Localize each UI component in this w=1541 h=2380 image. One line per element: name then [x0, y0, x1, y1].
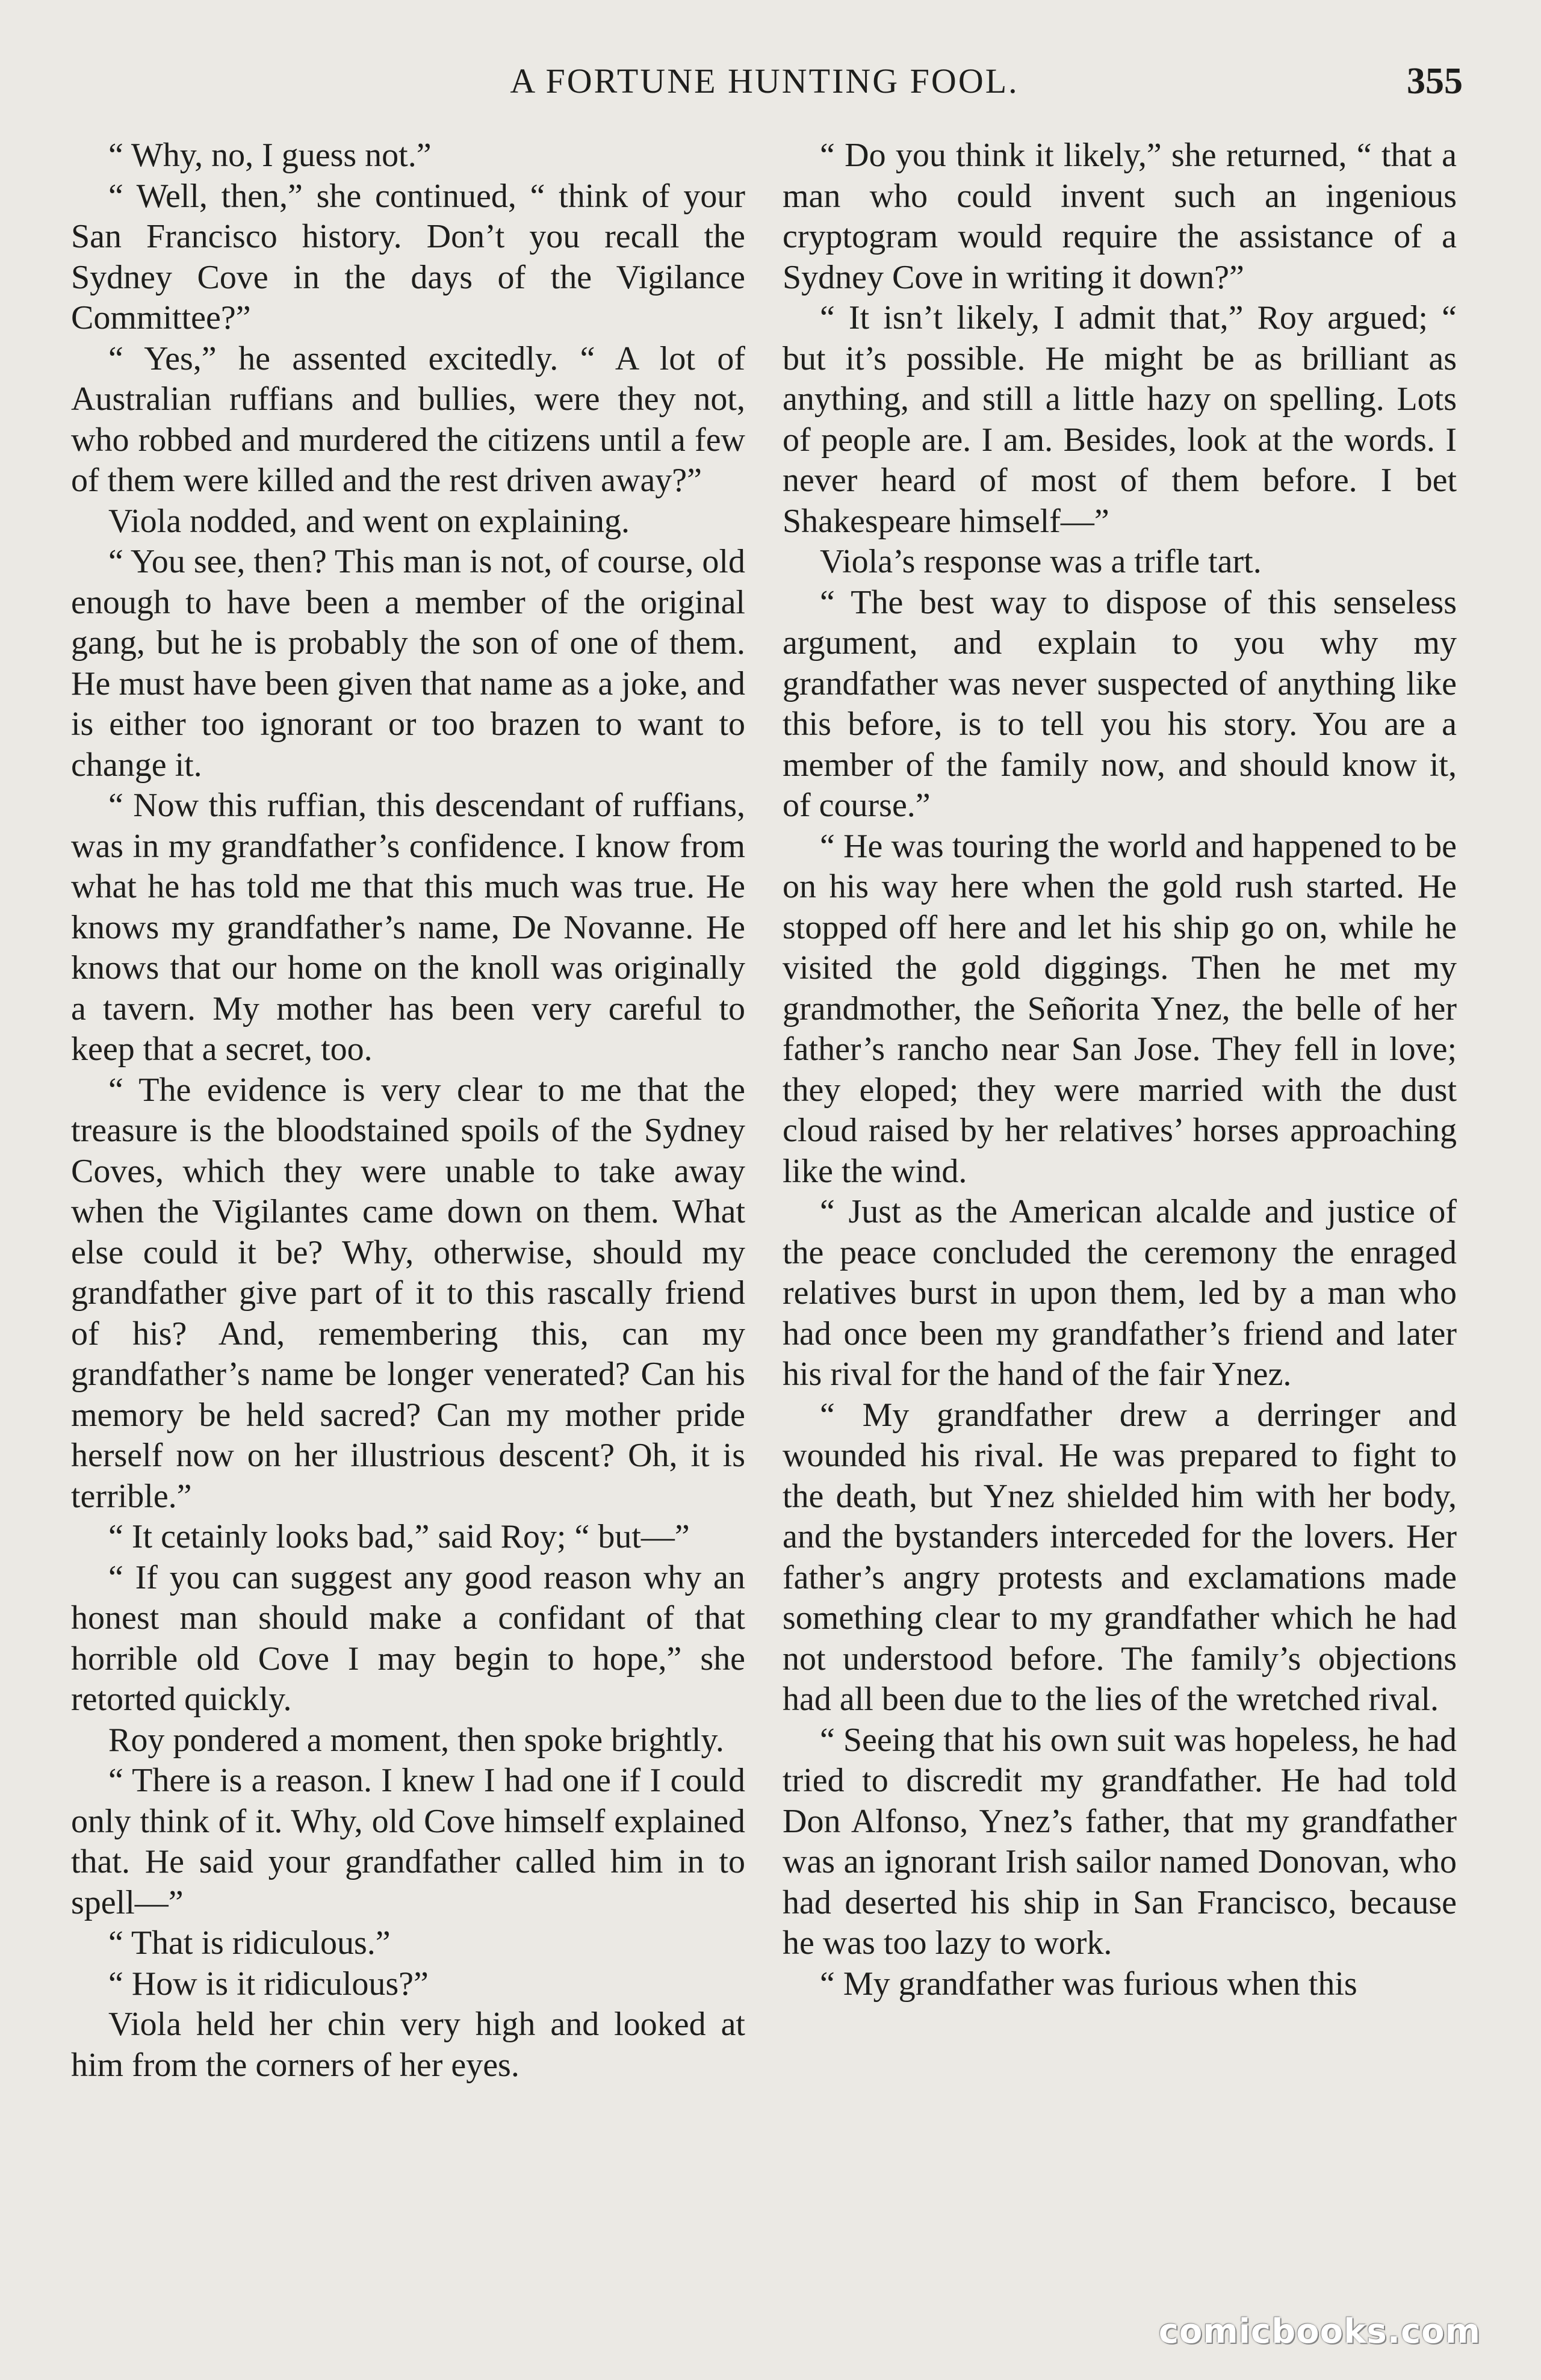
paragraph: “ Yes,” he assented excitedly. “ A lot of Australian ruffians and bullies, were they not, who robbed and murdered the citizens until a few of them were killed and the rest driven away?”	[71, 339, 745, 499]
page-number: 355	[1407, 61, 1463, 102]
paragraph: “ Why, no, I guess not.”	[108, 137, 432, 174]
paragraph: “ My grandfather drew a derringer and wounded his rival. He was prepared to fight to the death, but Ynez shielded him with her body, and the bystanders interceded for the lovers. Her father’s angry protests and exclamations made something clear to my grandfather which he had not understood before. The family’s objections had all been due to the lies of the wretched rival.	[783, 1396, 1457, 1718]
page-header	[66, 57, 1463, 105]
paragraph: “ He was touring the world and happened to be on his way here when the gold rush started. He stopped off here and let his ship go on, while he visited the gold diggings. Then he met my grandmother, the Señorita Ynez, the belle of her father’s rancho near San Jose. They fell in love; they eloped; they were married with the dust cloud raised by her relatives’ horses approaching like the wind.	[783, 827, 1457, 1190]
paragraph: “ That is ridiculous.”	[108, 1924, 391, 1962]
left-column	[71, 135, 745, 2086]
right-column	[783, 135, 1457, 2004]
paragraph: Roy pondered a moment, then spoke brightly.	[108, 1721, 724, 1759]
paragraph: “ You see, then? This man is not, of course, old enough to have been a member of the original gang, but he is probably the son of one of them. He must have been given that name as a joke, and is either too ignorant or too brazen to want to change it.	[71, 543, 745, 784]
paragraph: Viola’s response was a trifle tart.	[820, 543, 1262, 580]
paragraph: “ If you can suggest any good reason why an honest man should make a confidant of that horrible old Cove I may begin to hope,” she retorted quickly.	[71, 1558, 745, 1718]
paragraph: “ Now this ruffian, this descendant of ruffians, was in my grandfather’s confidence. I know from what he has told me that this much was true. He knows my grandfather’s name, De Novanne. He knows that our home on the knoll was originally a tavern. My mother has been very careful to keep that a secret, too.	[71, 787, 745, 1068]
paragraph: “ Just as the American alcalde and justice of the peace concluded the ceremony the enraged relatives burst in upon them, led by a man who had once been my grandfather’s friend and later his rival for the hand of the fair Ynez.	[783, 1193, 1457, 1393]
paragraph: “ It isn’t likely, I admit that,” Roy argued; “ but it’s possible. He might be as brilliant as anything, and still a little hazy on spelling. Lots of people are. I am. Besides, look at the words. I never heard of most of them before. I bet Shakespeare himself—”	[783, 299, 1457, 540]
watermark: comicbooks.com	[1158, 2312, 1481, 2351]
paragraph: “ Seeing that his own suit was hopeless, he had tried to discredit my grandfather. He had told Don Alfonso, Ynez’s father, that my grandfather was an ignorant Irish sailor named Donovan, who had deserted his ship in San Francisco, because he was too lazy to work.	[783, 1721, 1457, 1962]
paragraph: “ My grandfather was furious when this	[820, 1965, 1357, 2003]
paragraph: “ There is a reason. I knew I had one if I could only think of it. Why, old Cove himself explained that. He said your grandfather called him in to spell—”	[71, 1762, 745, 1921]
paragraph: “ Do you think it likely,” she returned, “ that a man who could invent such an ingenious cryptogram would require the assistance of a Sydney Cove in writing it down?”	[783, 137, 1457, 296]
paragraph: “ The evidence is very clear to me that the treasure is the bloodstained spoils of the Sydney Coves, which they were unable to take away when the Vigilantes came down on them. What else could it be? Why, otherwise, should my grandfather give part of it to this rascally friend of his? And, remembering this, can my grandfather’s name be longer venerated? Can his memory be held sacred? Can my mother pride herself now on her illustrious descent? Oh, it is terrible.”	[71, 1071, 745, 1515]
paragraph: “ Well, then,” she continued, “ think of your San Francisco history. Don’t you recall the Sydney Cove in the days of the Vigilance Committee?”	[71, 177, 745, 336]
paragraph: “ It cetainly looks bad,” said Roy; “ but—”	[108, 1518, 690, 1555]
paragraph: “ The best way to dispose of this senseless argument, and explain to you why my grandfather was never suspected of anything like this before, is to tell you his story. You are a member of the family now, and should know it, of course.”	[783, 583, 1457, 824]
running-title: A FORTUNE HUNTING FOOL.	[510, 61, 1019, 101]
paragraph: Viola held her chin very high and looked at him from the corners of her eyes.	[71, 2006, 745, 2084]
paragraph: Viola nodded, and went on explaining.	[108, 502, 630, 540]
paragraph: “ How is it ridiculous?”	[108, 1965, 429, 2003]
